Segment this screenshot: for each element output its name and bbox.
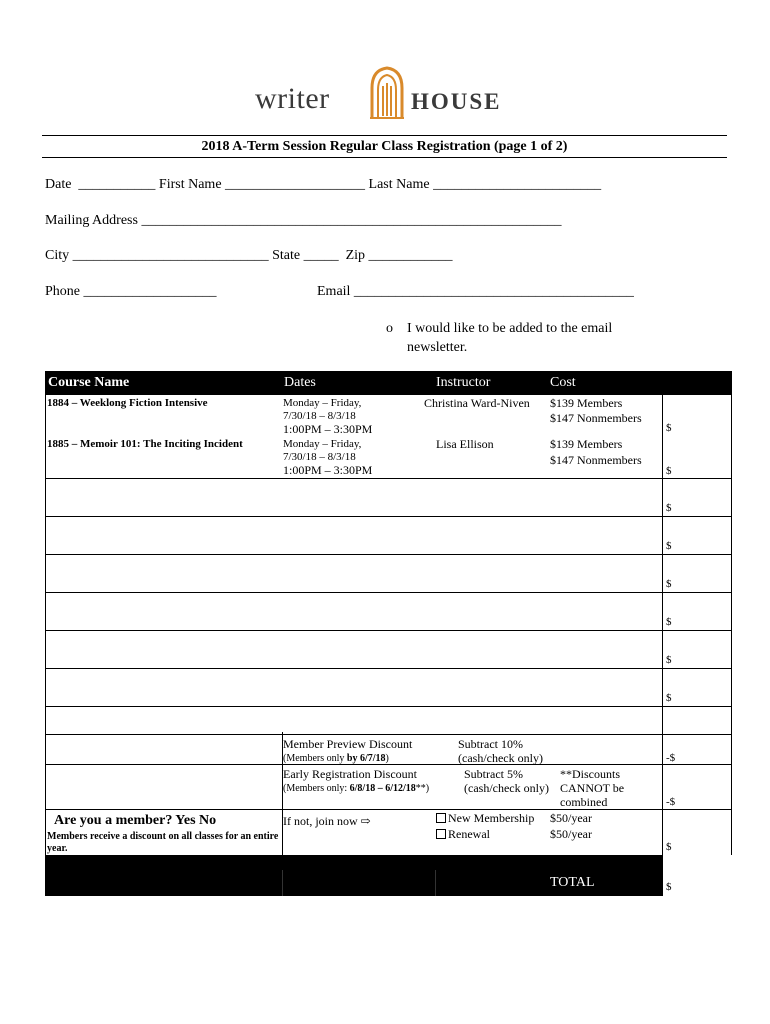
- dates-line-2: 7/30/18 – 8/3/18: [283, 451, 356, 463]
- logo-word-writer: writer: [255, 82, 330, 115]
- writer-house-logo: [255, 64, 520, 120]
- discount-amount-field[interactable]: -$: [666, 752, 676, 764]
- new-membership-option[interactable]: New Membership: [436, 812, 534, 825]
- discount-value: Subtract 10%: [458, 737, 523, 751]
- amount-field[interactable]: $: [666, 540, 672, 552]
- amount-field[interactable]: $: [666, 502, 672, 514]
- dates-line-3: 1:00PM – 3:30PM: [283, 463, 373, 477]
- total-amount-box[interactable]: [662, 855, 732, 896]
- member-preview-discount-note: (Members only by 6/7/18): [283, 753, 389, 764]
- city-state-zip-fields[interactable]: City ____________________________ State _____ Zip ____________: [45, 248, 453, 263]
- newsletter-checkbox[interactable]: o: [386, 321, 393, 336]
- logo-word-house: HOUSE: [411, 89, 502, 114]
- row-divider: [46, 516, 731, 517]
- registration-table: [45, 371, 732, 896]
- newsletter-label: I would like to be added to the email newsletter.: [407, 321, 613, 355]
- total-amount-field[interactable]: $: [666, 881, 672, 893]
- amount-field[interactable]: $: [666, 692, 672, 704]
- join-now-label: If not, join now ⇨: [283, 814, 371, 828]
- membership-price: $50/year: [550, 811, 592, 825]
- renewal-checkbox[interactable]: [436, 829, 446, 839]
- phone-field[interactable]: Phone ___________________: [45, 284, 217, 299]
- amount-field[interactable]: $: [666, 422, 672, 434]
- cost-members: $139 Members: [550, 396, 623, 410]
- row-divider: [46, 668, 731, 669]
- discount-value: Subtract 5%: [464, 767, 523, 781]
- row-divider: [46, 592, 731, 593]
- total-label: TOTAL: [550, 875, 595, 890]
- instructor-name: Lisa Ellison: [436, 437, 494, 451]
- amount-field[interactable]: $: [666, 616, 672, 628]
- course-name-1884: 1884 – Weeklong Fiction Intensive: [47, 397, 208, 409]
- amount-field[interactable]: $: [666, 578, 672, 590]
- early-registration-discount-label: Early Registration Discount: [283, 767, 417, 781]
- dates-line-1: Monday – Friday,: [283, 397, 362, 409]
- row-divider: [46, 734, 731, 735]
- header-cost: Cost: [550, 375, 576, 390]
- discount-condition: (cash/check only): [464, 781, 549, 795]
- amount-column-divider: [662, 395, 663, 855]
- row-divider: [46, 630, 731, 631]
- cost-nonmembers: $147 Nonmembers: [550, 453, 642, 467]
- renewal-price: $50/year: [550, 827, 592, 841]
- table-header: [46, 372, 731, 395]
- renewal-option[interactable]: Renewal: [436, 828, 490, 841]
- date-name-fields[interactable]: Date ___________ First Name ____________________ Last Name ________________________: [45, 177, 602, 192]
- course-name-1885: 1885 – Memoir 101: The Inciting Incident: [47, 438, 243, 450]
- footer-divider: [435, 870, 436, 896]
- title-rule-top: [42, 135, 727, 136]
- discount-condition: (cash/check only): [458, 751, 543, 765]
- discount-note: **Discounts: [560, 767, 620, 781]
- discount-note: CANNOT be: [560, 781, 625, 795]
- membership-amount-field[interactable]: $: [666, 841, 672, 853]
- amount-field[interactable]: $: [666, 654, 672, 666]
- email-field[interactable]: Email ________________________________________: [317, 284, 634, 299]
- mailing-address-field[interactable]: Mailing Address ____________________________________________________________: [45, 213, 562, 228]
- dates-line-2: 7/30/18 – 8/3/18: [283, 410, 356, 422]
- new-membership-checkbox[interactable]: [436, 813, 446, 823]
- footer-divider: [282, 870, 283, 896]
- row-divider: [46, 478, 731, 479]
- membership-info: Members receive a discount on all classes for an entire year.: [47, 831, 279, 854]
- header-dates: Dates: [284, 375, 316, 390]
- discount-amount-field[interactable]: -$: [666, 796, 676, 808]
- instructor-name: Christina Ward-Niven: [424, 396, 530, 410]
- cost-members: $139 Members: [550, 437, 623, 451]
- member-preview-discount-label: Member Preview Discount: [283, 737, 413, 751]
- member-question[interactable]: Are you a member? Yes No: [54, 813, 217, 828]
- header-course-name: Course Name: [48, 375, 130, 390]
- amount-field[interactable]: $: [666, 465, 672, 477]
- header-instructor: Instructor: [436, 375, 491, 390]
- row-divider: [46, 706, 731, 707]
- cost-nonmembers: $147 Nonmembers: [550, 411, 642, 425]
- discount-note: combined: [560, 795, 608, 809]
- total-row: [46, 855, 731, 896]
- early-registration-discount-note: (Members only: 6/8/18 – 6/12/18**): [283, 783, 430, 794]
- arch-book-icon: [369, 66, 405, 120]
- dates-line-3: 1:00PM – 3:30PM: [283, 422, 373, 436]
- form-title: 2018 A-Term Session Regular Class Registration (page 1 of 2): [201, 139, 568, 154]
- row-divider: [46, 554, 731, 555]
- arrow-right-icon: ⇨: [360, 814, 371, 828]
- dates-line-1: Monday – Friday,: [283, 438, 362, 450]
- title-rule-bottom: [42, 157, 727, 158]
- row-divider: [46, 809, 731, 810]
